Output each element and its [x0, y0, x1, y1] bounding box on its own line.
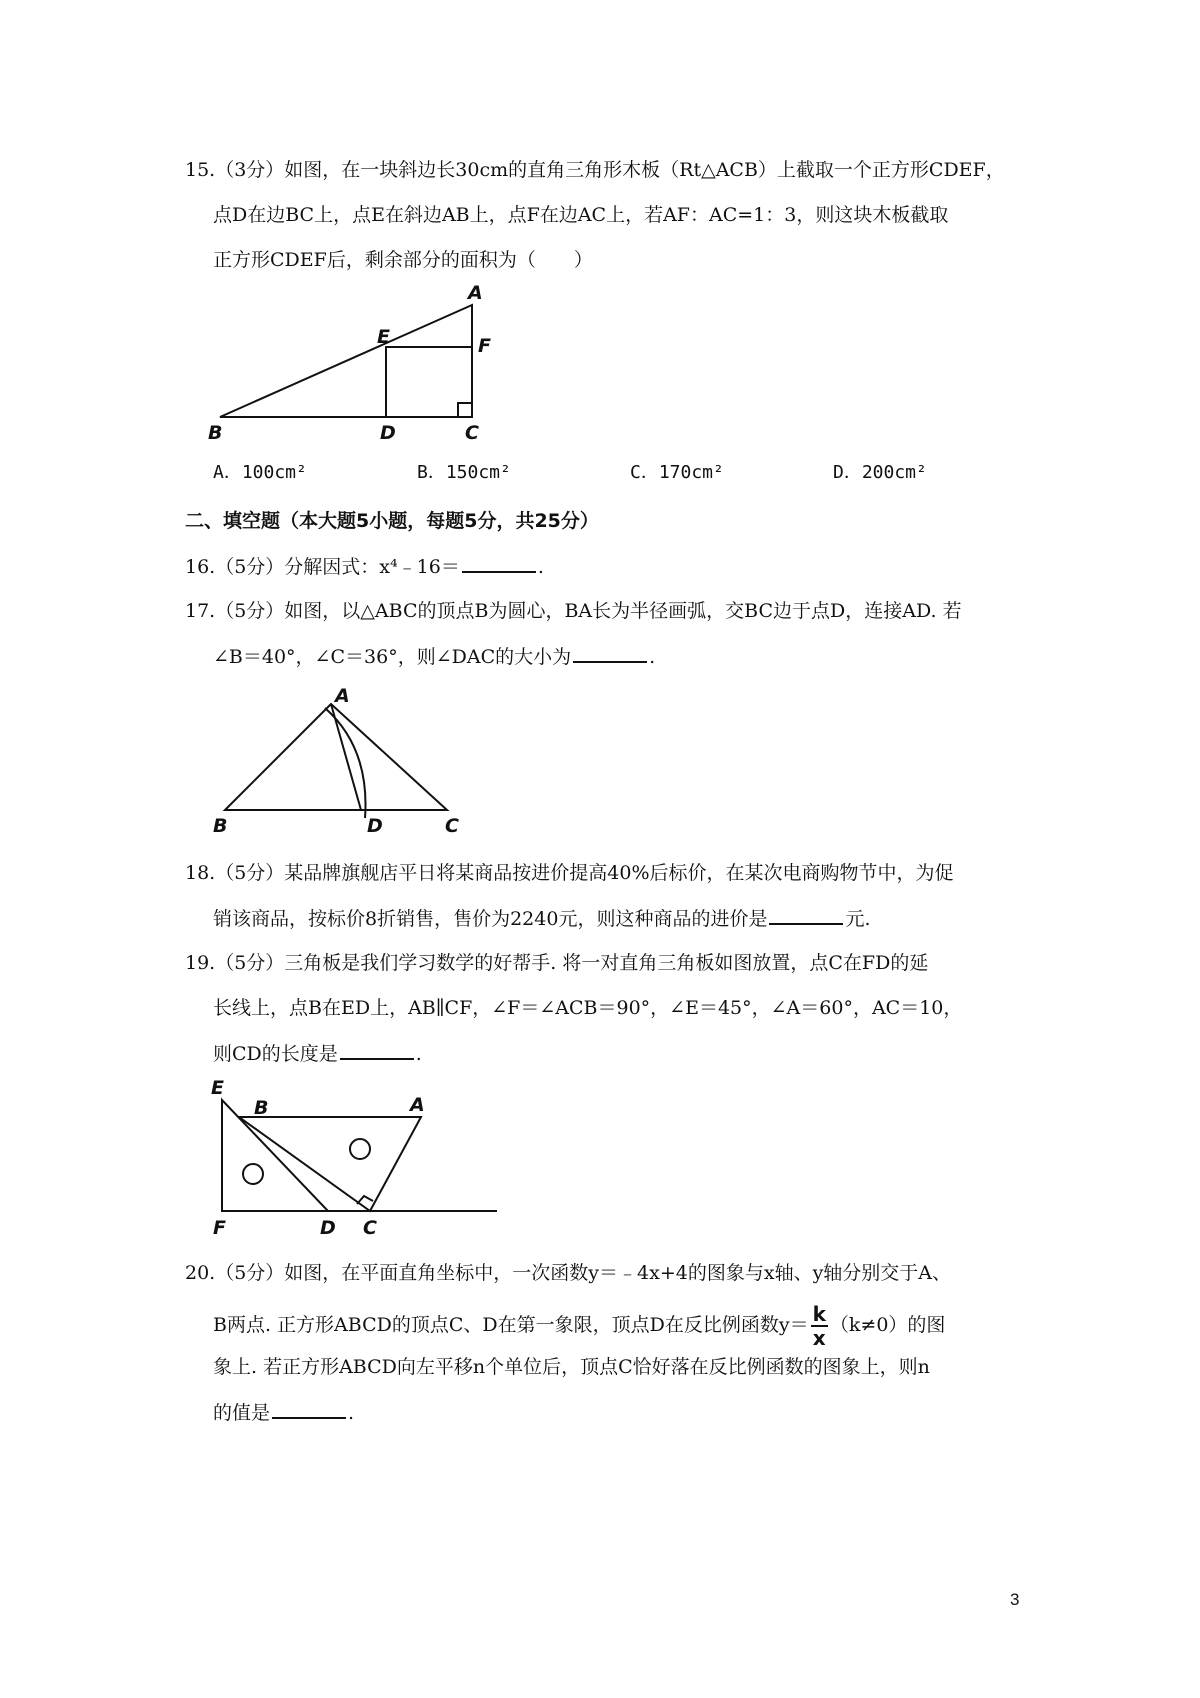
q20-line3: 象上. 若正方形ABCD向左平移n个单位后，顶点C恰好落在反比例函数的图象上，则n [213, 1356, 930, 1378]
label-A: A [335, 688, 350, 707]
q15-line1: 15.（3分）如图，在一块斜边长30cm的直角三角形木板（Rt△ACB）上截取一个正方形CDEF， [185, 159, 1005, 181]
fraction-denominator: x [812, 1326, 826, 1350]
q15-line3: 正方形CDEF后，剩余部分的面积为（ ） [213, 249, 593, 271]
q15-option-d: D．200cm² [833, 462, 927, 483]
q17-figure [205, 688, 475, 836]
label-A: A [410, 1094, 425, 1116]
q19-line3-end: . [415, 1043, 422, 1065]
answer-blank [340, 1038, 414, 1060]
fraction-numerator: k [812, 1302, 826, 1326]
q18-line2 [213, 903, 871, 934]
answer-blank [272, 1397, 346, 1419]
q17-line2 [213, 641, 655, 672]
q15-figure [200, 285, 500, 445]
q16-end: . [537, 556, 544, 578]
section-title: 二、填空题（本大题5小题，每题5分，共25分） [185, 510, 599, 532]
q20-line2 [213, 1303, 945, 1349]
q20-line1: 20.（5分）如图，在平面直角坐标中，一次函数y＝﹣4x+4的图象与x轴、y轴分别交于A、 [185, 1262, 952, 1284]
hole-circle [350, 1139, 370, 1159]
answer-blank [769, 903, 843, 925]
label-C: C [465, 422, 479, 444]
q19-line1: 19.（5分）三角板是我们学习数学的好帮手. 将一对直角三角板如图放置，点C在FD的延 [185, 952, 929, 974]
q17-line1: 17.（5分）如图，以△ABC的顶点B为圆心，BA长为半径画弧，交BC边于点D，连接AD. 若 [185, 600, 962, 622]
label-D: D [380, 422, 396, 444]
label-C: C [445, 815, 459, 836]
label-E: E [377, 326, 390, 348]
q16-text: 16.（5分）分解因式：x⁴﹣16＝ [185, 556, 460, 578]
q19-figure [205, 1078, 505, 1238]
q18-line2-end: 元. [845, 908, 871, 930]
q19-line3-text: 则CD的长度是 [213, 1043, 338, 1065]
q15-option-c: C．170cm² [630, 462, 724, 483]
label-F: F [213, 1217, 226, 1238]
answer-blank [573, 641, 647, 663]
answer-blank [462, 551, 536, 573]
q17-line2-text: ∠B＝40°，∠C＝36°，则∠DAC的大小为 [213, 646, 572, 668]
fraction-k-over-x [811, 1303, 828, 1349]
segment-ad [331, 704, 361, 810]
label-E: E [211, 1078, 224, 1099]
square-cdef [386, 347, 472, 417]
label-C: C [363, 1217, 377, 1238]
q20-line2-text: B两点. 正方形ABCD的顶点C、D在第一象限，顶点D在反比例函数y＝ [213, 1314, 809, 1336]
page-number: 3 [1010, 1590, 1020, 1609]
label-F: F [478, 335, 491, 357]
right-angle-mark [458, 403, 472, 417]
triangle-acb [220, 305, 472, 417]
q19-line3 [213, 1038, 422, 1069]
hole-circle [243, 1164, 263, 1184]
q19-line2: 长线上，点B在ED上，AB∥CF，∠F＝∠ACB＝90°，∠E＝45°，∠A＝60°，AC＝10， [213, 997, 963, 1019]
label-D: D [367, 815, 383, 836]
q15-line2: 点D在边BC上，点E在斜边AB上，点F在边AC上，若AF：AC=1：3，则这块木板截取 [213, 204, 949, 226]
q15-option-b: B．150cm² [417, 462, 511, 483]
q18-line2-text: 销该商品，按标价8折销售，售价为2240元，则这种商品的进价是 [213, 908, 768, 930]
q20-line4-end: . [348, 1402, 355, 1424]
q16 [185, 551, 544, 582]
label-B: B [254, 1097, 269, 1119]
q20-line4-text: 的值是 [213, 1402, 271, 1424]
q17-line2-end: . [649, 646, 656, 668]
q20-line2-end: （k≠0）的图 [829, 1314, 946, 1336]
triangle-abc [239, 1117, 421, 1211]
label-B: B [208, 422, 223, 444]
q15-option-a: A．100cm² [213, 462, 307, 483]
q18-line1: 18.（5分）某品牌旗舰店平日将某商品按进价提高40%后标价，在某次电商购物节中，为促 [185, 862, 954, 884]
label-A: A [468, 285, 483, 304]
q20-line4 [213, 1397, 354, 1428]
label-D: D [320, 1217, 336, 1238]
label-B: B [213, 815, 228, 836]
